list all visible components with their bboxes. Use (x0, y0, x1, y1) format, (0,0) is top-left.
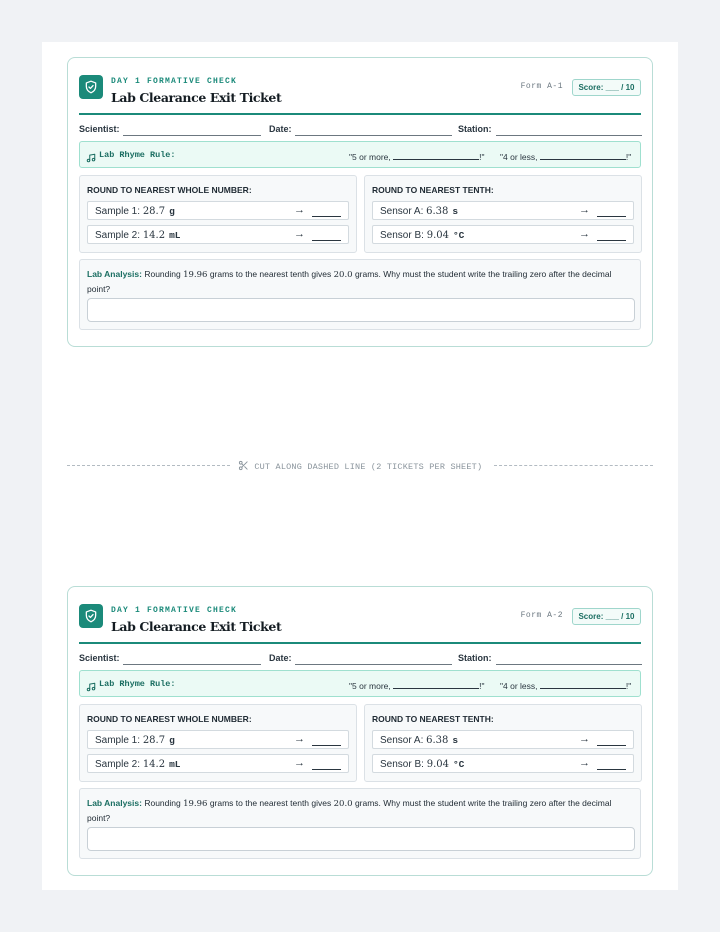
ticket-eyebrow: DAY 1 FORMATIVE CHECK (111, 77, 238, 86)
row-value: 9.04 (426, 759, 449, 770)
rhyme-rule-box (79, 141, 641, 168)
station-label: Station: (458, 124, 492, 134)
arrow-icon: → (579, 733, 590, 745)
station-field[interactable] (496, 664, 642, 665)
rounding-row (87, 754, 349, 773)
tenth-panel (364, 704, 642, 782)
row-value: 28.7 (142, 206, 166, 217)
scientist-field[interactable] (123, 664, 261, 665)
score-box: Score: ___ / 10 (572, 79, 641, 96)
analysis-answer-input[interactable] (87, 298, 635, 322)
analysis-text: Rounding (144, 269, 181, 279)
music-note-icon (86, 150, 96, 168)
student-info-row (79, 644, 641, 670)
scientist-label: Scientist: (79, 124, 120, 134)
rhyme-line-1-text: "5 or more, (349, 681, 391, 691)
rounding-section (79, 704, 641, 788)
date-label: Date: (269, 653, 292, 663)
tenth-panel (364, 175, 642, 253)
rhyme-line-2-text: "4 or less, (500, 152, 538, 162)
exit-ticket-1 (67, 57, 653, 347)
exit-ticket-2 (67, 586, 653, 876)
ticket-title: Lab Clearance Exit Ticket (111, 619, 282, 634)
shield-check-icon (79, 604, 103, 628)
analysis-label: Lab Analysis: (87, 269, 142, 279)
row-unit: mL (169, 230, 181, 241)
answer-blank[interactable] (312, 745, 341, 746)
rhyme-line-1 (349, 680, 485, 691)
score-box: Score: ___ / 10 (572, 608, 641, 625)
rhyme-line-1-text: "5 or more, (349, 152, 391, 162)
row-label: Sample 2: (95, 230, 141, 241)
row-label: Sensor A: (380, 735, 424, 746)
answer-blank[interactable] (312, 216, 341, 217)
dashed-divider (494, 465, 653, 466)
answer-blank[interactable] (597, 745, 626, 746)
analysis-label: Lab Analysis: (87, 798, 142, 808)
rhyme-line-2 (500, 680, 631, 691)
analysis-text: grams to the nearest tenth gives (209, 798, 332, 808)
form-code: Form A-2 (520, 611, 563, 620)
cut-text: CUT ALONG DASHED LINE (2 TICKETS PER SHEET) (254, 462, 483, 472)
rhyme-blank-2[interactable] (540, 680, 626, 689)
rhyme-rule-label: Lab Rhyme Rule: (99, 150, 176, 160)
row-unit: °C (452, 759, 465, 770)
cut-instruction (238, 460, 484, 472)
rhyme-line-2-end: !" (625, 152, 632, 162)
rounding-row (87, 225, 349, 244)
arrow-icon: → (294, 228, 305, 240)
whole-number-heading: ROUND TO NEAREST WHOLE NUMBER: (87, 714, 252, 724)
answer-blank[interactable] (597, 769, 626, 770)
rhyme-line-2-end: !" (625, 681, 632, 691)
answer-blank[interactable] (597, 240, 626, 241)
arrow-icon: → (294, 757, 305, 769)
row-value: 6.38 (426, 735, 449, 746)
dashed-divider (67, 465, 230, 466)
shield-check-icon (79, 75, 103, 99)
rounding-row (372, 201, 634, 220)
answer-blank[interactable] (597, 216, 626, 217)
rounding-row (372, 754, 634, 773)
row-unit: g (169, 206, 175, 217)
worksheet-page (42, 42, 678, 890)
analysis-number: 20.0 (333, 799, 353, 809)
row-unit: s (452, 735, 459, 746)
ticket-eyebrow: DAY 1 FORMATIVE CHECK (111, 606, 238, 615)
lab-analysis-box (79, 259, 641, 330)
analysis-text: grams. Why must the student write the trailing zero after the decimal point? (87, 798, 612, 823)
date-label: Date: (269, 124, 292, 134)
whole-number-panel (79, 704, 357, 782)
date-field[interactable] (295, 664, 452, 665)
arrow-icon: → (294, 204, 305, 216)
row-value: 9.04 (426, 230, 449, 241)
scientist-label: Scientist: (79, 653, 120, 663)
row-unit: mL (169, 759, 181, 770)
arrow-icon: → (294, 733, 305, 745)
rhyme-blank-1[interactable] (393, 680, 479, 689)
row-value: 28.7 (142, 735, 166, 746)
whole-number-heading: ROUND TO NEAREST WHOLE NUMBER: (87, 185, 252, 195)
date-field[interactable] (295, 135, 452, 136)
analysis-text: Rounding (144, 798, 181, 808)
row-label: Sensor A: (380, 206, 424, 217)
row-value: 14.2 (142, 230, 166, 241)
row-label: Sample 1: (95, 735, 141, 746)
cut-line (67, 459, 653, 473)
rhyme-line-1-end: !" (479, 681, 485, 691)
rhyme-line-2-text: "4 or less, (500, 681, 538, 691)
rounding-section (79, 175, 641, 259)
scientist-field[interactable] (123, 135, 261, 136)
rhyme-blank-2[interactable] (540, 151, 626, 160)
rhyme-rule-label: Lab Rhyme Rule: (99, 679, 176, 689)
arrow-icon: → (579, 757, 590, 769)
whole-number-panel (79, 175, 357, 253)
row-label: Sensor B: (380, 759, 424, 770)
rounding-row (372, 225, 634, 244)
answer-blank[interactable] (312, 240, 341, 241)
rounding-row (87, 730, 349, 749)
ticket-title: Lab Clearance Exit Ticket (111, 90, 282, 105)
ticket-header (79, 587, 641, 644)
form-code: Form A-1 (520, 82, 563, 91)
row-label: Sample 1: (95, 206, 141, 217)
rhyme-line-2 (500, 151, 631, 162)
ticket-header (79, 58, 641, 115)
tenth-heading: ROUND TO NEAREST TENTH: (372, 185, 494, 195)
row-unit: g (169, 735, 175, 746)
rhyme-rule-box (79, 670, 641, 697)
analysis-number: 19.96 (183, 270, 208, 280)
station-label: Station: (458, 653, 492, 663)
row-value: 6.38 (426, 206, 449, 217)
rhyme-line-1-end: !" (479, 152, 485, 162)
rhyme-blank-1[interactable] (393, 151, 479, 160)
station-field[interactable] (496, 135, 642, 136)
row-unit: °C (452, 230, 465, 241)
row-value: 14.2 (142, 759, 166, 770)
arrow-icon: → (579, 228, 590, 240)
analysis-answer-input[interactable] (87, 827, 635, 851)
row-label: Sample 2: (95, 759, 141, 770)
analysis-text: grams. Why must the student write the trailing zero after the decimal point? (87, 269, 612, 294)
lab-analysis-box (79, 788, 641, 859)
scissors-icon (238, 460, 249, 471)
rounding-row (372, 730, 634, 749)
analysis-text: grams to the nearest tenth gives (209, 269, 332, 279)
analysis-prompt (87, 796, 631, 825)
analysis-number: 20.0 (333, 270, 353, 280)
music-note-icon (86, 679, 96, 697)
analysis-prompt (87, 267, 631, 296)
student-info-row (79, 115, 641, 141)
rhyme-line-1 (349, 151, 485, 162)
arrow-icon: → (579, 204, 590, 216)
row-label: Sensor B: (380, 230, 424, 241)
rounding-row (87, 201, 349, 220)
analysis-number: 19.96 (183, 799, 208, 809)
row-unit: s (452, 206, 459, 217)
answer-blank[interactable] (312, 769, 341, 770)
tenth-heading: ROUND TO NEAREST TENTH: (372, 714, 494, 724)
